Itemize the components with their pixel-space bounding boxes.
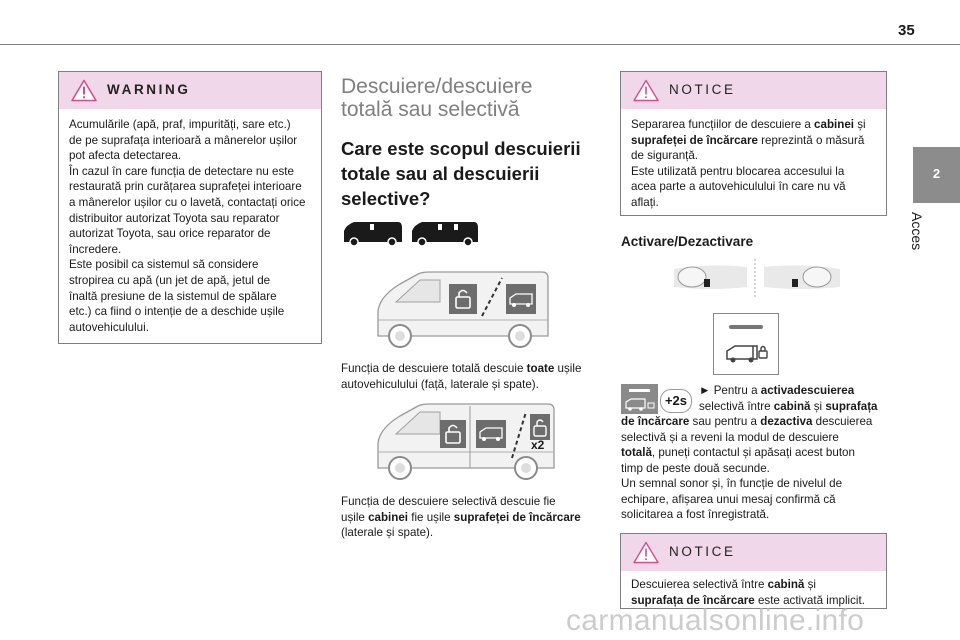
selective-unlock-button-closeup [713,313,779,375]
section-title: Descuiere/descuiere totală sau selectivă [341,75,533,121]
header-rule [0,44,960,45]
warning-line: Acumulările (apă, praf, impurități, sare etc.) [69,118,291,131]
dashboard-button-illustration [672,257,842,299]
notice-triangle-icon [633,541,659,564]
notice-box [620,71,887,216]
warning-line: a mânerelor ușilor cu o lavetă, contactați orice [69,195,306,209]
chapter-label: Acces [909,212,925,251]
notice-header [621,534,886,571]
activation-paragraph: ► Pentru a activadescuierea selectivă între cabină și suprafața de încărcare sau pentru a dezactiva descuierea selectivă și a reveni la modul de descuiere totală, puneți contactul și apăsați acest buton timp de peste două secunde. Un semnal sonor și, în funcție de nivelul de echipare, afișarea unui mesaj confirmă că solicitarea a fost înregistrată. [621,384,878,521]
hold-badge: +2s [660,389,692,413]
warning-line: distribuitor autorizat Toyota sau reparator [69,211,280,225]
notice-triangle-icon [633,79,659,102]
van-silhouettes-illustration [340,218,480,246]
warning-box [58,71,322,344]
warning-line: de pe suprafața interioară a mânerelor ușilor [69,133,298,147]
page-number: 35 [898,22,915,39]
warning-title: WARNING [107,82,191,97]
activation-heading: Activare/Dezactivare [621,234,754,249]
warning-line: Este posibil ca sistemul să considere [69,258,259,272]
selective-unlock-paragraph: Funcția de descuiere selectivă descuie fie ușile cabinei fie ușile suprafeței de încărcare (laterale și spate). [341,495,581,539]
warning-line: autorizat Toyota, sau orice reparator de [69,227,271,241]
warning-triangle-icon [71,79,97,102]
notice-header [621,72,886,109]
notice-title: NOTICE [669,82,736,97]
warning-line: înaltă presiune de la sistemul de spălare [69,289,277,303]
chapter-tab-number: 2 [932,166,941,181]
warning-line: În cazul în care funcția de detectare nu este [69,164,294,178]
total-unlock-paragraph: Funcția de descuiere totală descuie toate ușile autovehiculului (față, laterale și spate). [341,362,582,391]
warning-line: autovehiculului. [69,320,149,334]
warning-line: încredere. [69,242,122,256]
section-subtitle: Care este scopul descuierii totale sau al descuierii selective? [341,138,581,209]
notice-text: Descuierea selectivă între cabină și suprafața de încărcare este activată implicit. [631,578,865,607]
warning-line: restaurată prin curățarea suprafeței interioare [69,180,302,194]
watermark: carmanualsonline.info [566,604,865,637]
warning-text [59,109,321,343]
x2-label: x2 [531,438,545,452]
van-total-unlock-illustration [370,266,555,351]
warning-header [59,72,321,109]
notice-title: NOTICE [669,544,736,559]
notice-box-default [620,533,887,609]
notice-text: Separarea funcțiilor de descuiere a cabinei și suprafeței de încărcare reprezintă o măsură de siguranță. Este utilizată pentru blocarea accesului la acea parte a autovehiculului în care nu vă aflați. [631,118,866,209]
warning-line: pot afecta detectarea. [69,149,182,163]
warning-line: stropirea cu apă (un jet de apă, jetul de [69,273,271,287]
warning-line: etc.) ca fiind o intenție de a deschide ușile [69,305,285,319]
